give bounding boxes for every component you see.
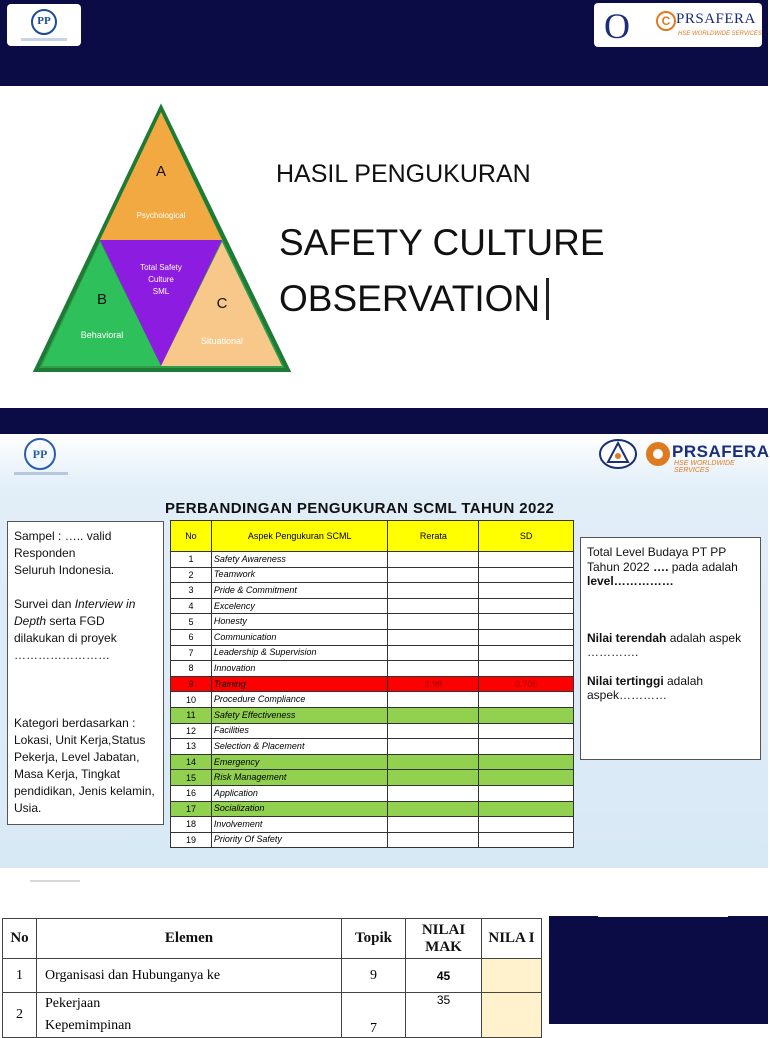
- pp-logo: [7, 4, 81, 46]
- label-b: B: [96, 291, 108, 308]
- table-row: 5 Honesty: [171, 614, 574, 630]
- top-banner: [0, 0, 768, 86]
- table-row: 9 Training 3.98 0.706: [171, 676, 574, 692]
- gear-icon: [646, 442, 670, 466]
- label-c: C: [216, 295, 228, 312]
- title-slide: [0, 86, 768, 408]
- prosafera-logo: [594, 3, 762, 47]
- slide-subtitle: HASIL PENGUKURAN: [276, 160, 531, 188]
- element-slide: [0, 868, 768, 1036]
- table-row: 16 Application: [171, 785, 574, 801]
- table-row: 10 Procedure Compliance: [171, 692, 574, 708]
- logo-name: PRSAFERA: [676, 11, 756, 27]
- pp-logo-icon: PP: [24, 438, 56, 470]
- table-row: 1 Organisasi dan Hubunganya ke 9 45: [3, 959, 542, 993]
- logo-subtitle: HSE WORLDWIDE SERVICES: [678, 31, 762, 37]
- dark-panel: [549, 916, 768, 1024]
- table-row: 18 Involvement: [171, 817, 574, 833]
- slide-title-line-1: SAFETY CULTURE: [279, 222, 611, 264]
- logo-c-icon: C: [656, 11, 676, 31]
- prosafera-subtitle: HSE WORLDWIDE SERVICES: [674, 460, 735, 474]
- scml-table-header: No Aspek Pengukuran SCML Rerata SD: [171, 521, 574, 552]
- logo-letter-o: O: [604, 6, 630, 46]
- table-row: 12 Facilities: [171, 723, 574, 739]
- table-row: 14 Emergency: [171, 754, 574, 770]
- label-total-1: Total Safety: [140, 263, 182, 272]
- label-behavioral: Behavioral: [80, 330, 124, 340]
- table-row: 4 Excelency: [171, 598, 574, 614]
- comparison-title: PERBANDINGAN PENGUKURAN SCML TAHUN 2022: [165, 500, 555, 517]
- table-row: 2 Pekerjaan Kepemimpinan 7 35: [3, 993, 542, 1038]
- label-total-2: Culture: [148, 275, 174, 284]
- table-row: 6 Communication: [171, 629, 574, 645]
- pp-logo-icon: PP: [31, 9, 57, 35]
- table-row: 3 Pride & Commitment: [171, 583, 574, 599]
- label-psychological: Psychological: [136, 211, 186, 220]
- label-situational: Situational: [200, 336, 244, 346]
- element-table: [2, 918, 542, 1038]
- sample-info-box: Sampel : ….. valid Responden Seluruh Indonesia. Survei dan Interview in Depth serta FGD dilakukan di proyek …………………… Kategori berdasarkan : Lokasi, Unit Kerja,Status Pekerja, Level Jabatan, Masa Kerja, Tingkat pendidikan, Jenis kelamin, Usia.: [7, 521, 164, 825]
- table-row: 15 Risk Management: [171, 770, 574, 786]
- slide-title-line-2: OBSERVATION: [279, 278, 549, 320]
- label-total-3: SML: [152, 287, 170, 296]
- scml-table: [170, 520, 574, 848]
- table-row: 8 Innovation: [171, 661, 574, 677]
- table-row: 17 Socialization: [171, 801, 574, 817]
- comparison-slide: [0, 434, 768, 868]
- table-row: 19 Priority Of Safety: [171, 832, 574, 848]
- label-a: A: [155, 163, 167, 180]
- table-row: 11 Safety Effectiveness: [171, 707, 574, 723]
- table-row: 13 Selection & Placement: [171, 739, 574, 755]
- table-row: 1 Safety Awareness: [171, 552, 574, 568]
- element-table-header: No Elemen Topik NILAI MAK NILA I: [3, 919, 542, 959]
- table-row: 7 Leadership & Supervision: [171, 645, 574, 661]
- table-row: 2 Teamwork: [171, 567, 574, 583]
- prosafera-name: PRSAFERA: [672, 442, 770, 461]
- summary-box: Total Level Budaya PT PP Tahun 2022 …. pada adalah level…………… Nilai terendah adalah aspek …………. Nilai tertinggi adalah aspek…………: [580, 537, 761, 760]
- slide-divider: [0, 408, 768, 434]
- shield-badge-icon: [598, 438, 638, 470]
- safety-culture-triangle-diagram: [30, 104, 292, 376]
